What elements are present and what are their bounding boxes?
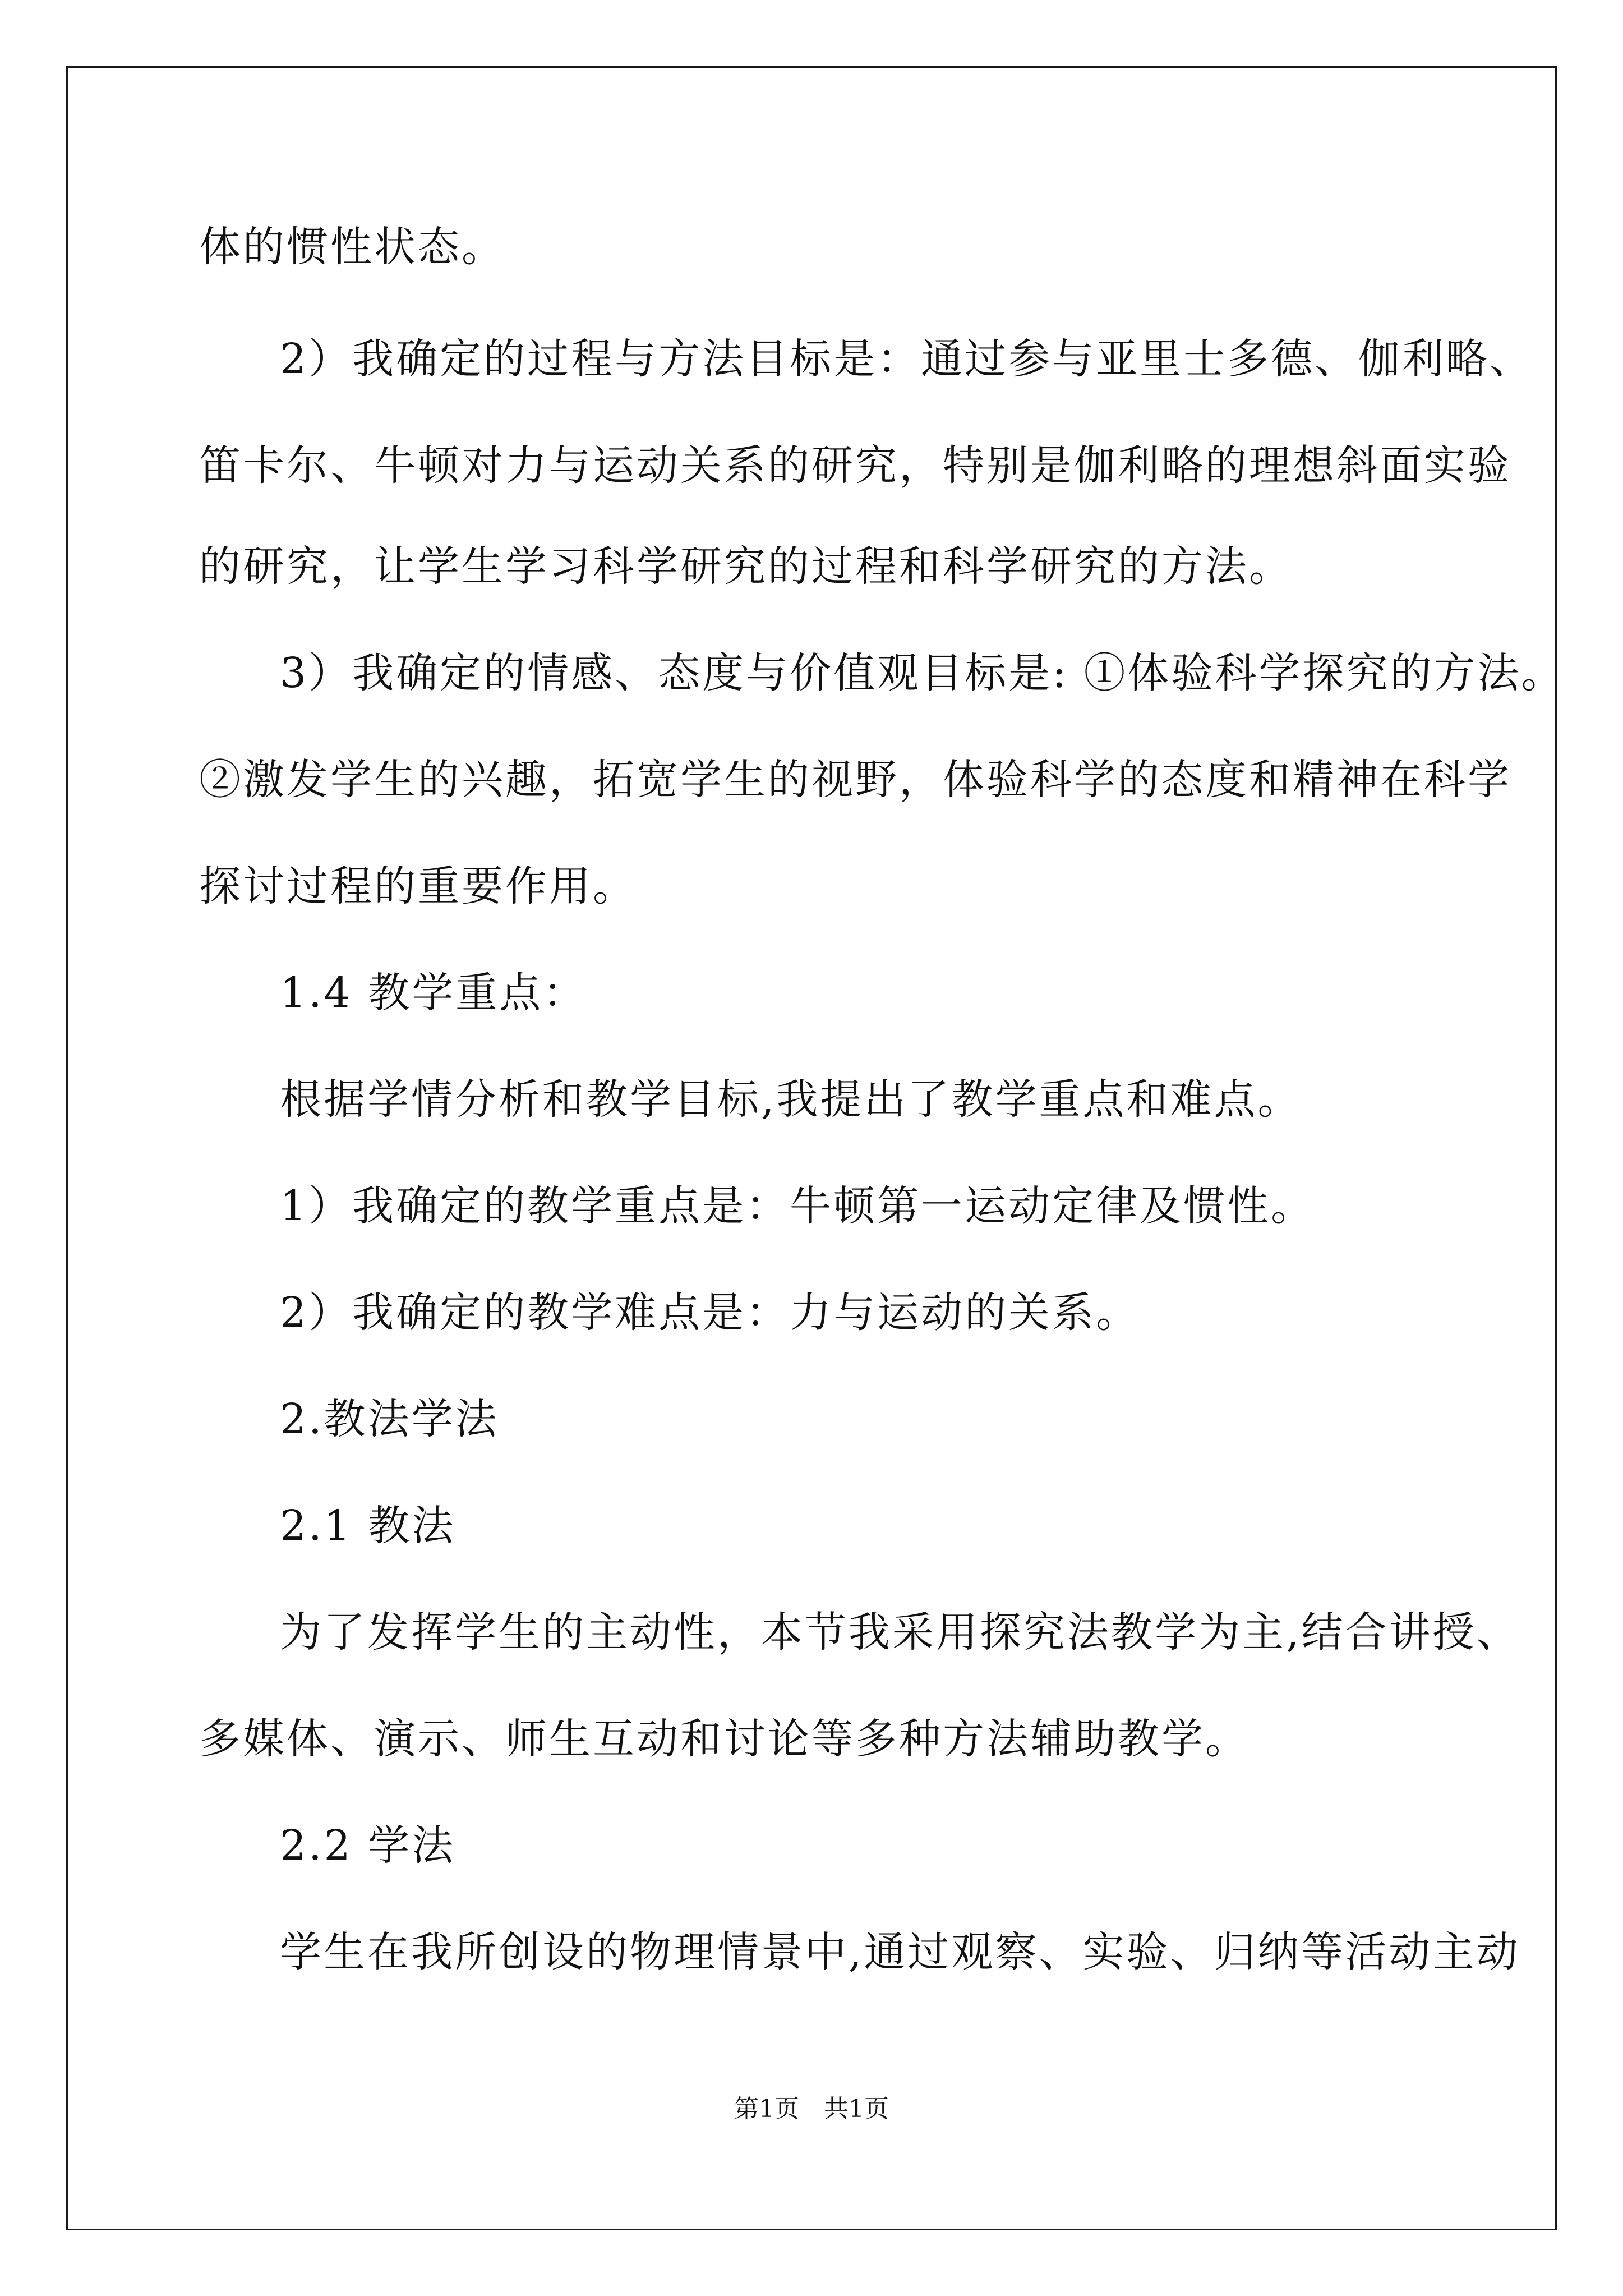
section-heading: 2.2 学法 — [280, 1821, 456, 1870]
page-border — [66, 66, 1557, 2230]
text-line: 3）我确定的情感、态度与价值观目标是: ①体验科学探究的方法。 — [280, 649, 1565, 697]
text-line: 探讨过程的重要作用。 — [199, 862, 637, 910]
text-line: ②激发学生的兴趣，拓宽学生的视野，体验科学的态度和精神在科学 — [199, 756, 1511, 804]
page-footer — [0, 2092, 1623, 2126]
section-heading: 2.教法学法 — [280, 1395, 499, 1443]
section-heading: 1.4 教学重点： — [280, 969, 587, 1017]
text-line: 笛卡尔、牛顿对力与运动关系的研究，特别是伽利略的理想斜面实验 — [199, 441, 1511, 490]
text-line: 的研究，让学生学习科学研究的过程和科学研究的方法。 — [199, 542, 1293, 591]
text-line: 多媒体、演示、师生互动和讨论等多种方法辅助教学。 — [199, 1715, 1249, 1763]
page-number-total: 共1页 — [824, 2095, 889, 2123]
text-line: 体的惯性状态。 — [199, 223, 505, 271]
text-line: 为了发挥学生的主动性，本节我采用探究法教学为主,结合讲授、 — [280, 1608, 1520, 1657]
text-line: 根据学情分析和教学目标,我提出了教学重点和难点。 — [280, 1075, 1302, 1124]
text-line: 2）我确定的教学难点是：力与运动的关系。 — [280, 1289, 1140, 1337]
page-number-current: 第1页 — [734, 2095, 799, 2123]
text-line: 1）我确定的教学重点是：牛顿第一运动定律及惯性。 — [280, 1182, 1315, 1230]
text-line: 学生在我所创设的物理情景中,通过观察、实验、归纳等活动主动 — [280, 1928, 1520, 1976]
section-heading: 2.1 教法 — [280, 1502, 456, 1550]
text-line: 2）我确定的过程与方法目标是：通过参与亚里士多德、伽利略、 — [280, 335, 1534, 383]
